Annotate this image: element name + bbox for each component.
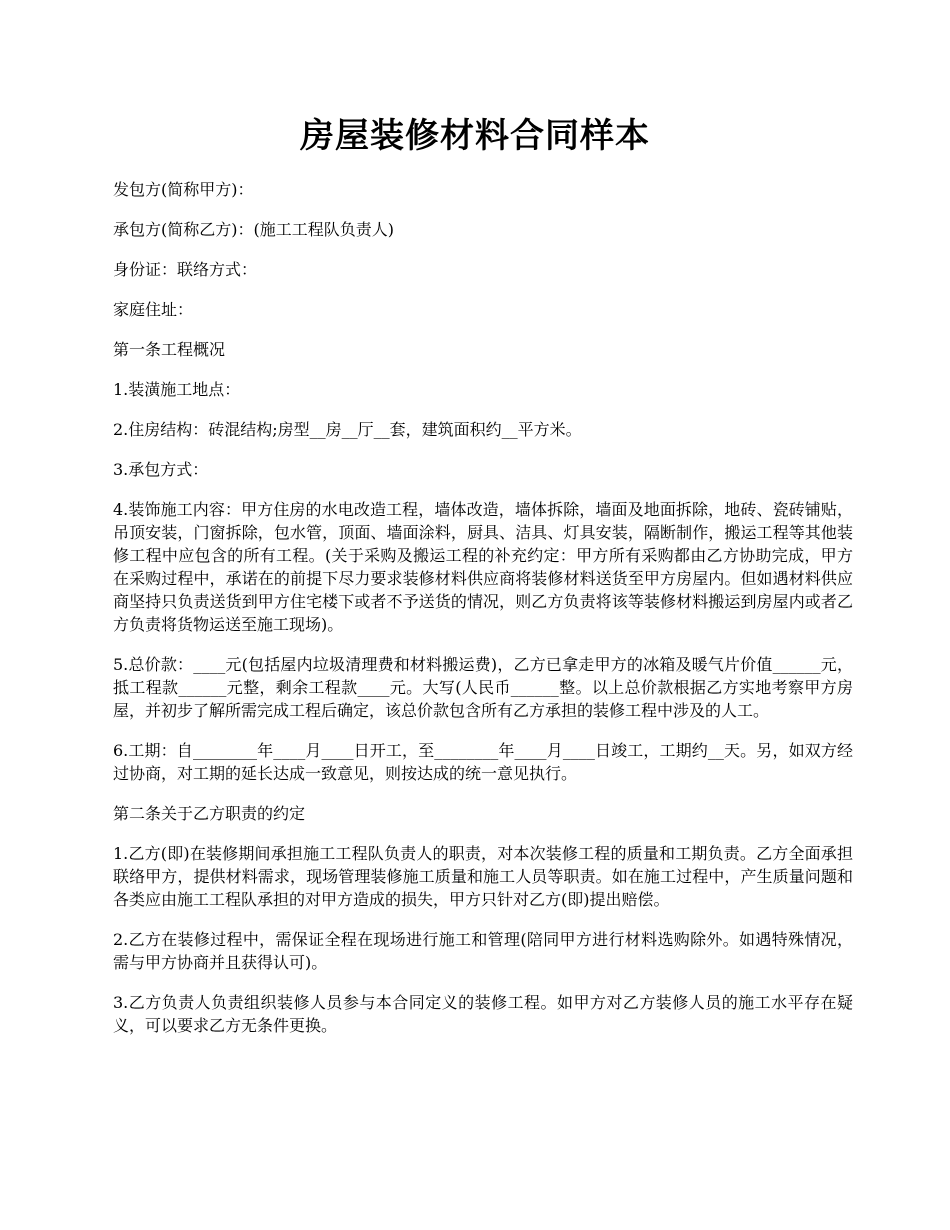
document-body	[113, 178, 853, 1054]
document-title: 房屋装修材料合同样本	[300, 116, 650, 156]
paragraph-housing-structure: 2.住房结构：砖混结构;房型__房__厅__套，建筑面积约__平方米。	[113, 420, 582, 439]
paragraph-contract-method: 3.承包方式：	[113, 460, 209, 479]
paragraph-home-address: 家庭住址：	[113, 300, 194, 319]
section-heading-1: 第一条工程概况	[113, 340, 226, 359]
paragraph-construction-content: 4.装饰施工内容：甲方住房的水电改造工程，墙体改造，墙体拆除，墙面及地面拆除，地砖、瓷砖铺贴，吊顶安装，门窗拆除，包水管，顶面、墙面涂料，厨具、洁具、灯具安装，隔断制作，搬运工程等其他装修工程中应包含的所有工程。(关于采购及搬运工程的补充约定：甲方所有采购都由乙方协助完成，甲方在采购过程中，承诺在的前提下尽力要求装修材料供应商将装修材料送货至甲方房屋内。但如遇材料供应商坚持只负责送货到甲方住宅楼下或者不予送货的情况，则乙方负责将该等装修材料搬运到房屋内或者乙方负责将货物运送至施工现场)。	[113, 500, 853, 634]
paragraph-total-price: 5.总价款：____元(包括屋内垃圾清理费和材料搬运费)，乙方已拿走甲方的冰箱及暖气片价值______元，抵工程款______元整，剩余工程款____元。大写(人民币______整。以上总价款根据乙方实地考察甲方房屋，并初步了解所需完成工程后确定，该总价款包含所有乙方承担的装修工程中涉及的人工。	[113, 655, 853, 720]
paragraph-party-b: 承包方(简称乙方)：(施工工程队负责人)	[113, 220, 394, 239]
paragraph-site-location: 1.装潢施工地点：	[113, 380, 241, 399]
section-heading-2: 第二条关于乙方职责的约定	[113, 804, 306, 823]
paragraph-id-contact: 身份证：联络方式：	[113, 260, 258, 279]
paragraph-schedule: 6.工期：自________年____月____日开工，至________年____月____日竣工，工期约__天。另，如双方经过协商，对工期的延长达成一致意见，则按达成的统一意见执行。	[113, 741, 853, 783]
paragraph-duty-2: 2.乙方在装修过程中，需保证全程在现场进行施工和管理(陪同甲方进行材料选购除外。如遇特殊情况，需与甲方协商并且获得认可)。	[113, 930, 853, 972]
paragraph-party-a: 发包方(简称甲方)：	[113, 180, 254, 199]
paragraph-duty-3: 3.乙方负责人负责组织装修人员参与本合同定义的装修工程。如甲方对乙方装修人员的施工水平存在疑义，可以要求乙方无条件更换。	[113, 993, 853, 1035]
paragraph-duty-1: 1.乙方(即)在装修期间承担施工工程队负责人的职责，对本次装修工程的质量和工期负责。乙方全面承担联络甲方，提供材料需求，现场管理装修施工质量和施工人员等职责。如在施工过程中，产生质量问题和各类应由施工工程队承担的对甲方造成的损失，甲方只针对乙方(即)提出赔偿。	[113, 844, 853, 909]
